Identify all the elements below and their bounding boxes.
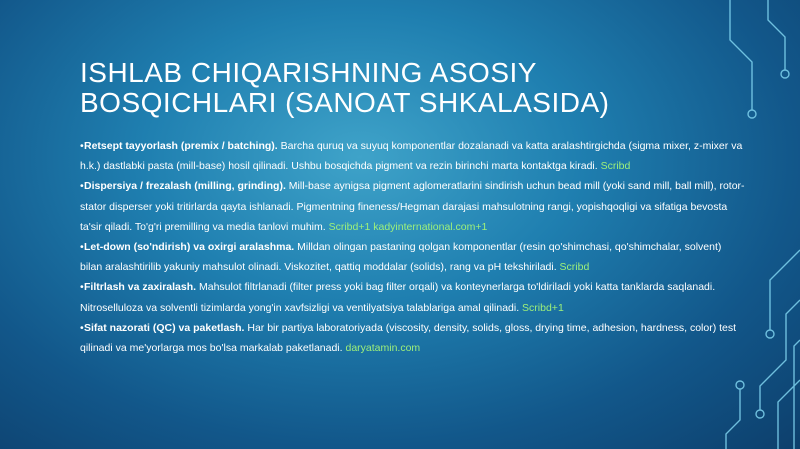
- item-body: Har bir partiya laboratoriyada (viscosity, density, solids, gloss, drying time, adhesion, hardness, color) test qilinadi va me'yorlarga mos bo'lsa markalab paketlanadi.: [80, 321, 737, 355]
- item-body: Mill-base aynigsa pigment aglomeratlarini sindirish uchun bead mill (yoki sand mill, ball mill), rotor-stator disperser yoki tritirlarda qayta ishlanadi. Pigmentning fineness/Hegman darajasi mahsulotning rangi, yopishqoqligi va sifatiga bevosta ta'sir qiladi. To'g'ri premilling va media tanlovi muhim.: [80, 180, 745, 233]
- item-heading: Let-down (so'ndirish) va oxirgi aralashma.: [84, 241, 295, 254]
- list-item-2: [80, 176, 745, 237]
- bullet-icon: •: [80, 241, 84, 254]
- bullet-icon: •: [80, 321, 84, 334]
- list-item-4: [80, 277, 745, 317]
- citation-link[interactable]: Scribd: [559, 261, 590, 274]
- citation-link[interactable]: daryatamin.com: [345, 342, 421, 355]
- item-heading: Dispersiya / frezalash (milling, grinding).: [84, 180, 286, 193]
- item-body: Mahsulot filtrlanadi (filter press yoki bag filter orqali) va konteynerlarga to'ldiriladi yoki katta tanklarda saqlanadi. Nitroselluloza va solventli tizimlarda yong'in xavfsizligi va ventilyatsiya talablariga amal qilinadi.: [80, 281, 716, 314]
- bullet-icon: •: [80, 281, 84, 294]
- list-item-3: [80, 237, 745, 277]
- item-heading: Filtrlash va zaxiralash.: [84, 281, 197, 294]
- slide-title: ISHLAB CHIQARISHNING ASOSIY BOSQICHLARI (SANOAT SHKALASIDA): [80, 57, 610, 118]
- bullet-icon: •: [80, 140, 84, 152]
- item-heading: Retsept tayyorlash (premix / batching).: [84, 140, 278, 152]
- bullet-icon: •: [80, 180, 84, 193]
- item-body: Barcha quruq va suyuq komponentlar dozalanadi va katta aralashtirgichda (sigma mixer, z-mixer va h.k.) dastlabki pasta (mill-base) hosil qilinadi. Ushbu bosqichda pigment va rezin birinchi marta kontaktga kiradi.: [80, 140, 743, 173]
- item-body: Milldan olingan pastaning qolgan komponentlar (resin qo'shimchasi, qo'shimchalar, solvent) bilan aralashtirilib yakuniy mahsulot olinadi. Viskozitet, qattiq moddalar (solids), rang va pH tekshiriladi.: [80, 241, 722, 274]
- list-item-5: [80, 318, 745, 358]
- item-heading: Sifat nazorati (QC) va paketlash.: [84, 321, 245, 334]
- list-item-1: [80, 136, 745, 176]
- citation-link[interactable]: Scribd+1 kadyinternational.com+1: [328, 220, 488, 233]
- bullet-list: [80, 136, 745, 358]
- citation-link[interactable]: Scribd+1: [522, 301, 564, 314]
- citation-link[interactable]: Scribd: [600, 160, 631, 173]
